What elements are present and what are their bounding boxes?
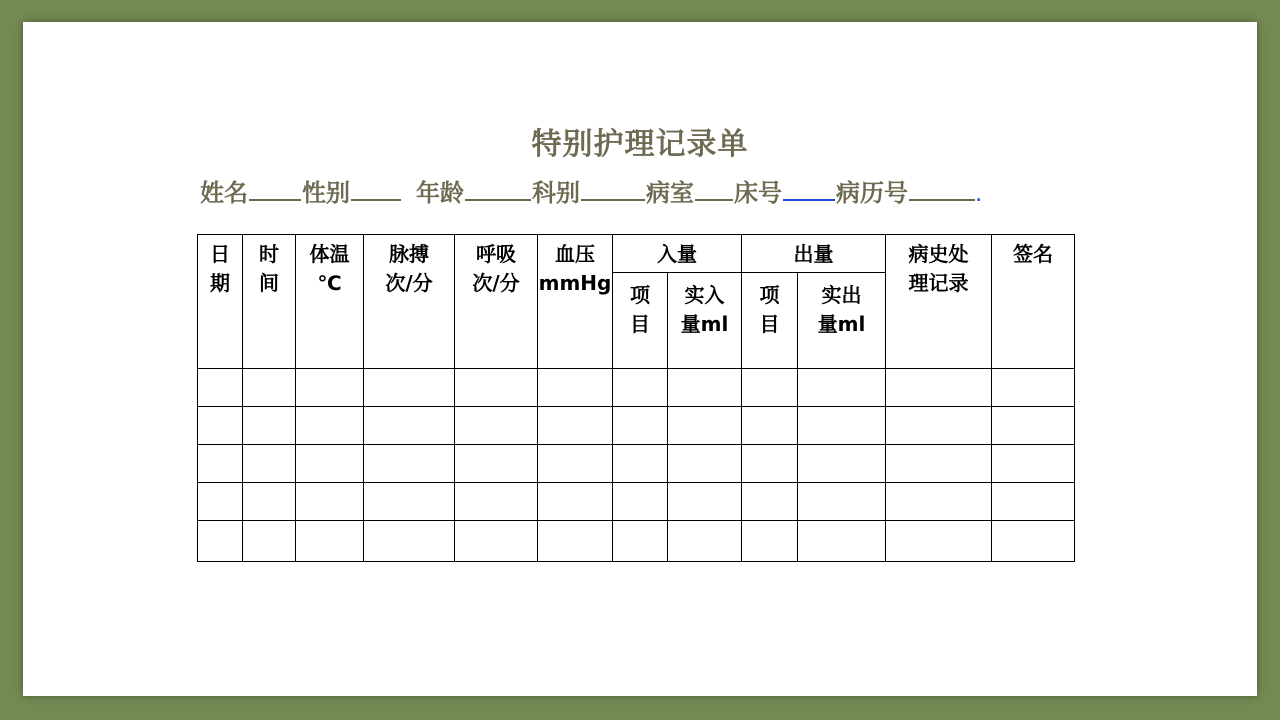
table-row: [198, 407, 1075, 445]
header-temperature: 体温 ℃: [296, 235, 364, 369]
table-cell[interactable]: [243, 407, 296, 445]
name-label: 姓名: [200, 179, 248, 207]
table-cell[interactable]: [613, 483, 668, 521]
header-date: 日 期: [198, 235, 243, 369]
header-output-item: 项 目: [742, 273, 798, 369]
table-cell[interactable]: [613, 369, 668, 407]
header-output-amount: 实出 量ml: [798, 273, 886, 369]
table-cell[interactable]: [364, 483, 455, 521]
table-row: [198, 483, 1075, 521]
table-cell[interactable]: [296, 369, 364, 407]
table-cell[interactable]: [798, 407, 886, 445]
table-cell[interactable]: [296, 483, 364, 521]
table-cell[interactable]: [455, 369, 538, 407]
table-cell[interactable]: [742, 483, 798, 521]
record-no-label: 病历号: [836, 179, 908, 207]
table-cell[interactable]: [992, 445, 1075, 483]
table-cell[interactable]: [198, 445, 243, 483]
bed-blank: [783, 177, 835, 201]
table-cell[interactable]: [668, 369, 742, 407]
age-blank: [465, 177, 531, 201]
table-cell[interactable]: [886, 521, 992, 562]
header-intake-item: 项 目: [613, 273, 668, 369]
table-cell[interactable]: [668, 407, 742, 445]
ward-blank: [695, 177, 733, 201]
sex-blank: [351, 177, 401, 201]
table-cell[interactable]: [198, 407, 243, 445]
table-cell[interactable]: [992, 521, 1075, 562]
table-row: [198, 369, 1075, 407]
record-no-blank: [909, 177, 975, 201]
header-time: 时 间: [243, 235, 296, 369]
header-blood-pressure: 血压 mmHg: [538, 235, 613, 369]
table-cell[interactable]: [538, 483, 613, 521]
table-cell[interactable]: [886, 407, 992, 445]
table-cell[interactable]: [538, 445, 613, 483]
table-cell[interactable]: [668, 521, 742, 562]
sex-label: 性别: [302, 179, 350, 207]
header-intake-amount: 实入 量ml: [668, 273, 742, 369]
table-cell[interactable]: [798, 483, 886, 521]
table-cell[interactable]: [455, 407, 538, 445]
table-cell[interactable]: [742, 369, 798, 407]
table-cell[interactable]: [538, 369, 613, 407]
nursing-record-table: [197, 234, 1075, 562]
table-cell[interactable]: [364, 369, 455, 407]
age-label: 年龄: [416, 179, 464, 207]
table-cell[interactable]: [992, 369, 1075, 407]
form-title: 特别护理记录单: [531, 127, 749, 162]
bed-label: 床号: [734, 179, 782, 207]
table-body: [198, 369, 1075, 562]
table-cell[interactable]: [296, 407, 364, 445]
header-intake: 入量: [613, 235, 742, 273]
table-cell[interactable]: [455, 521, 538, 562]
table-cell[interactable]: [198, 483, 243, 521]
table-cell[interactable]: [992, 407, 1075, 445]
header-pulse: 脉搏 次/分: [364, 235, 455, 369]
table-cell[interactable]: [538, 521, 613, 562]
table-cell[interactable]: [668, 483, 742, 521]
table-cell[interactable]: [455, 483, 538, 521]
table-cell[interactable]: [613, 521, 668, 562]
table-cell[interactable]: [364, 445, 455, 483]
dept-blank: [581, 177, 645, 201]
header-row: [198, 235, 1075, 273]
table-cell[interactable]: [668, 445, 742, 483]
table-cell[interactable]: [198, 521, 243, 562]
table-row: [198, 521, 1075, 562]
slide-page: [23, 22, 1257, 696]
table-cell[interactable]: [538, 407, 613, 445]
table-cell[interactable]: [613, 445, 668, 483]
dept-label: 科别: [532, 179, 580, 207]
table-cell[interactable]: [742, 445, 798, 483]
table-cell[interactable]: [296, 521, 364, 562]
table-cell[interactable]: [243, 483, 296, 521]
table-cell[interactable]: [886, 369, 992, 407]
header-output: 出量: [742, 235, 886, 273]
header-signature: 签名: [992, 235, 1075, 369]
table-cell[interactable]: [798, 369, 886, 407]
patient-info-line: [200, 173, 981, 208]
table-cell[interactable]: [742, 407, 798, 445]
table-cell[interactable]: [364, 521, 455, 562]
table-cell[interactable]: [742, 521, 798, 562]
table-cell[interactable]: [243, 445, 296, 483]
table-cell[interactable]: [243, 521, 296, 562]
table-cell[interactable]: [198, 369, 243, 407]
table-cell[interactable]: [243, 369, 296, 407]
ward-label: 病室: [646, 179, 694, 207]
table-cell[interactable]: [364, 407, 455, 445]
table-cell[interactable]: [798, 521, 886, 562]
table-cell[interactable]: [798, 445, 886, 483]
table-cell[interactable]: [992, 483, 1075, 521]
table-row: [198, 445, 1075, 483]
table-cell[interactable]: [613, 407, 668, 445]
header-respiration: 呼吸 次/分: [455, 235, 538, 369]
table-cell[interactable]: [886, 445, 992, 483]
table-cell[interactable]: [455, 445, 538, 483]
header-history: 病史处 理记录: [886, 235, 992, 369]
table-cell[interactable]: [886, 483, 992, 521]
table-cell[interactable]: [296, 445, 364, 483]
end-dot: .: [976, 189, 982, 205]
name-blank: [249, 177, 301, 201]
